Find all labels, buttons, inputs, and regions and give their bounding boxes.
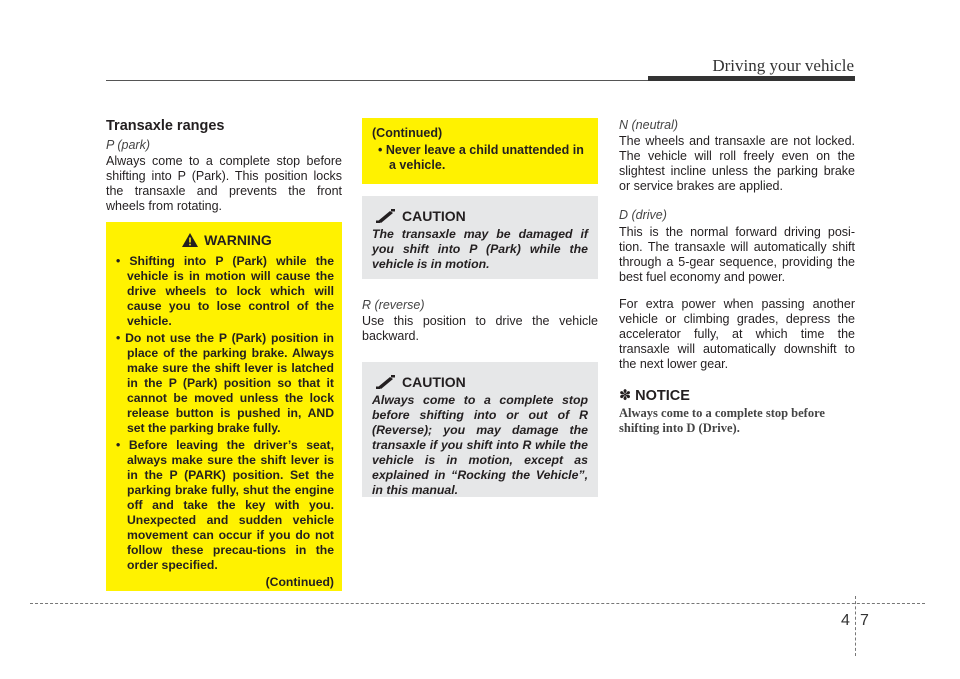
drive-body-extra: For extra power when passing another vehicle or climbing grades, depress the accelerator fully, at which time the transaxle will automatically downshift to the next lower gear. (619, 297, 855, 371)
warning-continued: (Continued) (265, 575, 334, 589)
continued-list (372, 143, 588, 173)
footer-divider (30, 603, 925, 604)
reverse-heading: R (reverse) (362, 298, 425, 312)
warning-item: • Shifting into P (Park) while the vehicle is in motion will cause the drive wheels to lock which will cause you to lose control of the vehicle. (116, 254, 334, 328)
continued-box (362, 118, 598, 184)
notice-symbol-icon: ✽ (619, 388, 632, 404)
continued-label: (Continued) (372, 126, 443, 140)
caution-header (376, 374, 588, 390)
warning-list (114, 254, 334, 573)
drive-heading: D (drive) (619, 208, 667, 222)
header-rule-accent (648, 76, 855, 81)
warning-header (120, 232, 334, 248)
park-heading: P (park) (106, 138, 150, 152)
caution-box-reverse (362, 362, 598, 497)
caution-pencil-icon (376, 209, 396, 223)
caution-pencil-icon (376, 375, 396, 389)
warning-item: • Before leaving the driver’s seat, always make sure the shift lever is in the P (PARK) position. Set the parking brake fully, shut the engine off and take the key with you. Unexpected and sudden vehicle movement can occur if you do not follow these precau-tions in the order specified. (116, 438, 334, 572)
footer-page-separator (855, 596, 856, 656)
park-body: Always come to a complete stop before shifting into P (Park). This position locks the transaxle and prevents the front wheels from rotating. (106, 154, 342, 213)
reverse-body: Use this position to drive the vehicle backward. (362, 314, 598, 343)
warning-box (106, 222, 342, 591)
caution-box-park (362, 196, 598, 279)
caution-title: CAUTION (402, 208, 466, 224)
caution-text: Always come to a complete stop before shifting into or out of R (Reverse); you may damage the transaxle if you shift into R while the vehicle is in motion, except as explained in “Rocking the Vehicle”, in this manual. (372, 393, 588, 497)
notice-title: NOTICE (635, 388, 690, 404)
page-number: 7 (860, 612, 869, 629)
warning-title: WARNING (204, 232, 272, 248)
notice-text: Always come to a complete stop before shifting into D (Drive). (619, 406, 825, 435)
neutral-heading: N (neutral) (619, 118, 679, 132)
chapter-number: 4 (841, 612, 850, 629)
drive-body: This is the normal forward driving posi-tion. The transaxle will automatically shift through a 5-gear sequence, providing the best fuel economy and power. (619, 225, 855, 284)
neutral-body: The wheels and transaxle are not locked. The vehicle will roll freely even on the slightest incline unless the parking brake or service brakes are applied. (619, 134, 855, 193)
caution-text: The transaxle may be damaged if you shift into P (Park) while the vehicle is in motion. (372, 227, 588, 271)
warning-item: • Do not use the P (Park) position in place of the parking brake. Always make sure the shift lever is latched in the P (Park) position so that it cannot be moved unless the lock release button is pushed in, AND set the parking brake fully. (116, 331, 334, 435)
page-header-title: Driving your vehicle (712, 56, 854, 75)
caution-title: CAUTION (402, 374, 466, 390)
section-title: Transaxle ranges (106, 118, 225, 134)
notice-header (619, 388, 690, 404)
caution-header (376, 208, 588, 224)
continued-item: • Never leave a child unattended in a vehicle. (378, 143, 584, 172)
warning-triangle-icon (182, 233, 198, 247)
